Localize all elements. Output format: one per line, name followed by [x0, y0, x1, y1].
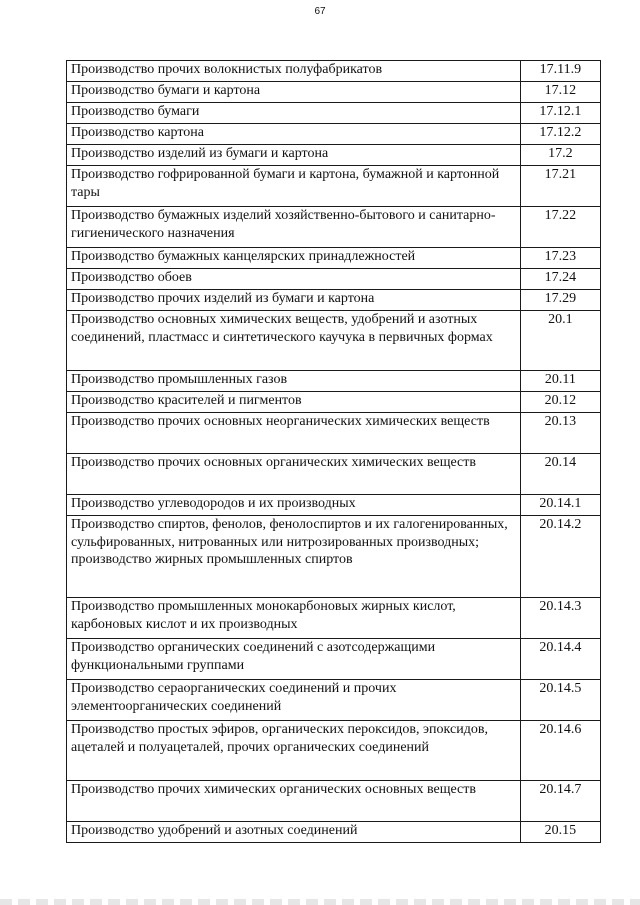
activity-name-cell: Производство картона	[67, 124, 521, 145]
activity-name-cell: Производство органических соединений с азотсодержащими функциональными группами	[67, 639, 521, 680]
table-row	[67, 248, 601, 269]
activity-code-cell: 20.14.3	[520, 598, 600, 639]
activity-code-cell: 20.1	[520, 311, 600, 371]
activity-code-cell: 17.23	[520, 248, 600, 269]
activity-code-cell: 20.11	[520, 371, 600, 392]
activity-name-cell: Производство обоев	[67, 269, 521, 290]
activity-code-cell: 17.2	[520, 145, 600, 166]
table-row	[67, 598, 601, 639]
activity-name-cell: Производство прочих основных органических химических веществ	[67, 454, 521, 495]
activity-code-cell: 20.15	[520, 822, 600, 843]
table-row	[67, 207, 601, 248]
activity-code-cell: 20.14.4	[520, 639, 600, 680]
activity-name-cell: Производство прочих основных неорганических химических веществ	[67, 413, 521, 454]
table-row	[67, 103, 601, 124]
table-row	[67, 495, 601, 516]
activity-code-cell: 17.21	[520, 166, 600, 207]
activity-name-cell: Производство простых эфиров, органических пероксидов, эпоксидов, ацеталей и полуацеталей, прочих органических соединений	[67, 721, 521, 781]
table-row	[67, 166, 601, 207]
activity-name-cell: Производство красителей и пигментов	[67, 392, 521, 413]
activity-name-cell: Производство бумажных изделий хозяйственно-бытового и санитарно-гигиенического назначения	[67, 207, 521, 248]
activity-name-cell: Производство углеводородов и их производных	[67, 495, 521, 516]
activity-code-cell: 17.12.2	[520, 124, 600, 145]
activity-name-cell: Производство спиртов, фенолов, фенолоспиртов и их галогенированных, сульфированных, нитрованных или нитрозированных производных; производство жирных промышленных спиртов	[67, 516, 521, 598]
activity-name-cell: Производство промышленных газов	[67, 371, 521, 392]
activity-code-cell: 17.11.9	[520, 61, 600, 82]
table-row	[67, 639, 601, 680]
activity-name-cell: Производство бумаги	[67, 103, 521, 124]
table-row	[67, 82, 601, 103]
activity-code-cell: 17.12.1	[520, 103, 600, 124]
activity-name-cell: Производство сераорганических соединений и прочих элементоорганических соединений	[67, 680, 521, 721]
activity-code-cell: 20.14.1	[520, 495, 600, 516]
activity-name-cell: Производство бумажных канцелярских принадлежностей	[67, 248, 521, 269]
activity-codes-table	[66, 60, 601, 843]
activity-name-cell: Производство изделий из бумаги и картона	[67, 145, 521, 166]
activity-code-cell: 17.12	[520, 82, 600, 103]
table-row	[67, 61, 601, 82]
activity-code-cell: 17.22	[520, 207, 600, 248]
table-row	[67, 371, 601, 392]
scan-edge-artifact	[0, 899, 640, 905]
table-row	[67, 145, 601, 166]
table-row	[67, 413, 601, 454]
table-row	[67, 680, 601, 721]
table-row	[67, 311, 601, 371]
activity-code-cell: 20.14	[520, 454, 600, 495]
activity-name-cell: Производство прочих химических органических основных веществ	[67, 781, 521, 822]
activity-name-cell: Производство промышленных монокарбоновых жирных кислот, карбоновых кислот и их производных	[67, 598, 521, 639]
activity-name-cell: Производство бумаги и картона	[67, 82, 521, 103]
activity-code-cell: 20.14.2	[520, 516, 600, 598]
table-row	[67, 124, 601, 145]
activity-code-cell: 20.14.7	[520, 781, 600, 822]
activity-code-cell: 20.14.6	[520, 721, 600, 781]
page-number: 67	[314, 6, 326, 17]
activity-name-cell: Производство гофрированной бумаги и картона, бумажной и картонной тары	[67, 166, 521, 207]
activity-name-cell: Производство прочих изделий из бумаги и картона	[67, 290, 521, 311]
table-row	[67, 290, 601, 311]
table-row	[67, 392, 601, 413]
activity-code-cell: 17.29	[520, 290, 600, 311]
activity-name-cell: Производство основных химических веществ, удобрений и азотных соединений, пластмасс и синтетического каучука в первичных формах	[67, 311, 521, 371]
table-row	[67, 269, 601, 290]
activity-code-cell: 20.14.5	[520, 680, 600, 721]
activity-code-cell: 17.24	[520, 269, 600, 290]
activity-code-cell: 20.13	[520, 413, 600, 454]
table-row	[67, 781, 601, 822]
table-row	[67, 516, 601, 598]
activity-name-cell: Производство прочих волокнистых полуфабрикатов	[67, 61, 521, 82]
activity-code-cell: 20.12	[520, 392, 600, 413]
table-row	[67, 454, 601, 495]
table-row	[67, 822, 601, 843]
activity-name-cell: Производство удобрений и азотных соединений	[67, 822, 521, 843]
table-row	[67, 721, 601, 781]
